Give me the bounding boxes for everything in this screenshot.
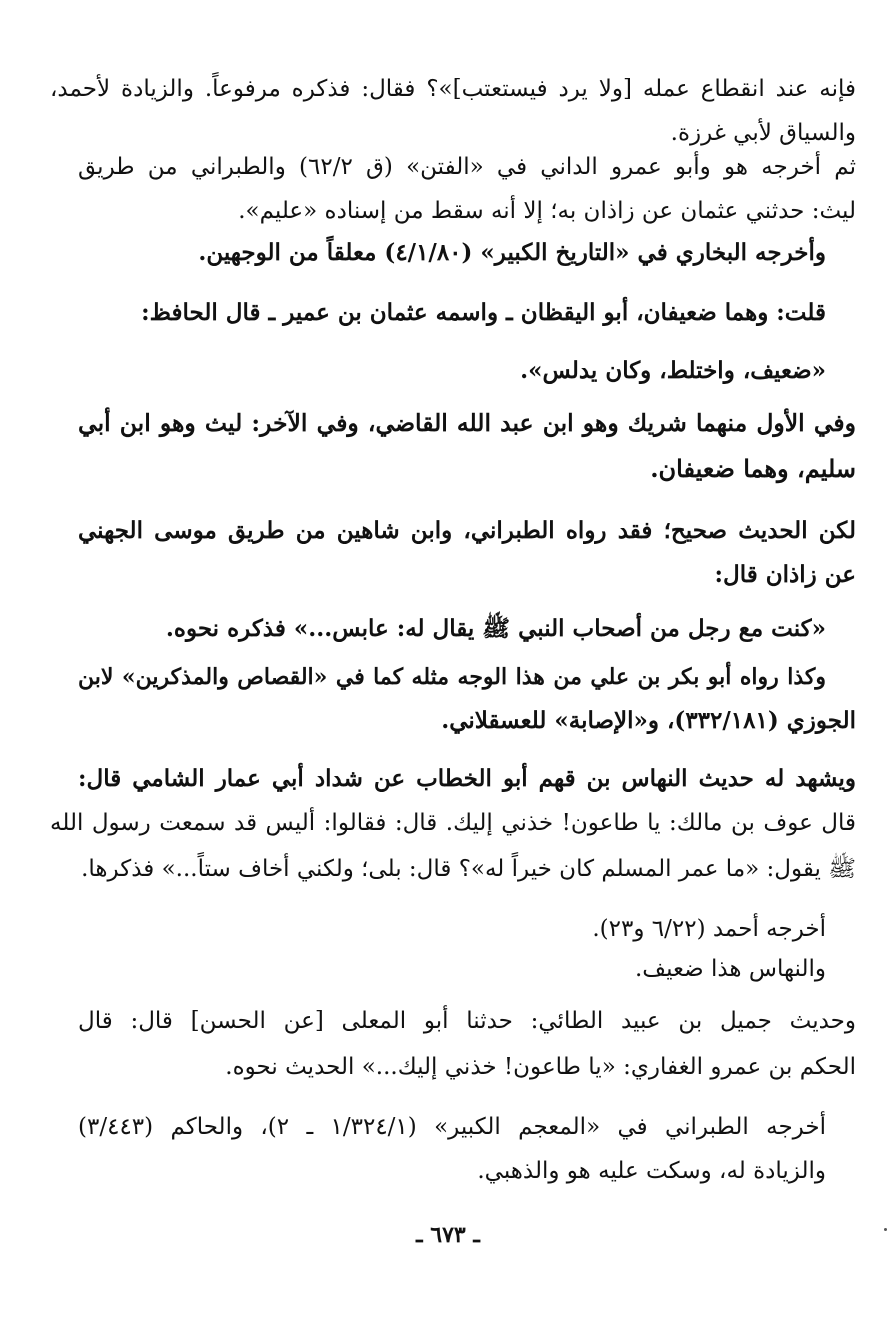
text-line-14: الجوزي (٣٣٢/١٨١)، و«الإصابة» للعسقلاني. (441, 707, 856, 734)
text-line-11: عن زاذان قال: (714, 561, 856, 588)
text-line-23: والزيادة له، وسكت عليه هو والذهبي. (477, 1158, 826, 1184)
text-line-13: وكذا رواه أبو بكر بن علي من هذا الوجه مثله كما في «القصاص والمذكرين» لابن (78, 664, 826, 690)
text-line-21: الحكم بن عمرو الغفاري: «يا طاعون! خذني إليك...» الحديث نحوه. (225, 1054, 856, 1080)
text-line-6: قلت: وهما ضعيفان، أبو اليقظان ـ واسمه عثمان بن عمير ـ قال الحافظ: (141, 299, 826, 326)
text-line-15: ويشهد له حديث النهاس بن قهم أبو الخطاب عن شداد أبي عمار الشامي قال: (78, 765, 856, 792)
text-line-12: «كنت مع رجل من أصحاب النبي ﷺ يقال له: عابس...» فذكره نحوه. (165, 615, 826, 642)
text-line-18: أخرجه أحمد (٦/٢٢ و٢٣). (592, 916, 826, 942)
text-line-5: وأخرجه البخاري في «التاريخ الكبير» (٤/١/٨٠) معلقاً من الوجهين. (198, 239, 826, 266)
text-line-20: وحديث جميل بن عبيد الطائي: حدثنا أبو المعلى [عن الحسن] قال: قال (78, 1008, 856, 1034)
text-line-8: وفي الأول منهما شريك وهو ابن عبد الله القاضي، وفي الآخر: ليث وهو ابن أبي (78, 409, 856, 437)
text-line-1: فإنه عند انقطاع عمله [ولا يرد فيستعتب]»؟ فقال: فذكره مرفوعاً. والزيادة لأحمد، (50, 76, 856, 102)
page-number: ـ ٦٧٣ ـ (416, 1222, 480, 1248)
scan-speck (884, 1228, 887, 1231)
text-line-2: والسياق لأبي غرزة. (670, 120, 856, 146)
text-line-10: لكن الحديث صحيح؛ فقد رواه الطبراني، وابن شاهين من طريق موسى الجهني (78, 517, 856, 544)
text-line-4: ليث: حدثني عثمان عن زاذان به؛ إلا أنه سقط من إسناده «عليم». (238, 198, 856, 224)
text-line-22: أخرجه الطبراني في «المعجم الكبير» (١/٣٢٤/١ ـ ٢)، والحاكم (٣/٤٤٣) (78, 1114, 826, 1140)
text-line-19: والنهاس هذا ضعيف. (634, 956, 826, 982)
text-line-9: سليم، وهما ضعيفان. (650, 454, 856, 483)
text-line-7: «ضعيف، واختلط، وكان يدلس». (520, 357, 826, 384)
text-line-16: قال عوف بن مالك: يا طاعون! خذني إليك. قال: فقالوا: أليس قد سمعت رسول الله (50, 810, 856, 836)
text-line-17: ﷺ يقول: «ما عمر المسلم كان خيراً له»؟ قال: بلى؛ ولكني أخاف ستاً...» فذكرها. (81, 856, 856, 882)
text-line-3: ثم أخرجه هو وأبو عمرو الداني في «الفتن» (ق ٦٢/٢) والطبراني من طريق (78, 154, 857, 180)
